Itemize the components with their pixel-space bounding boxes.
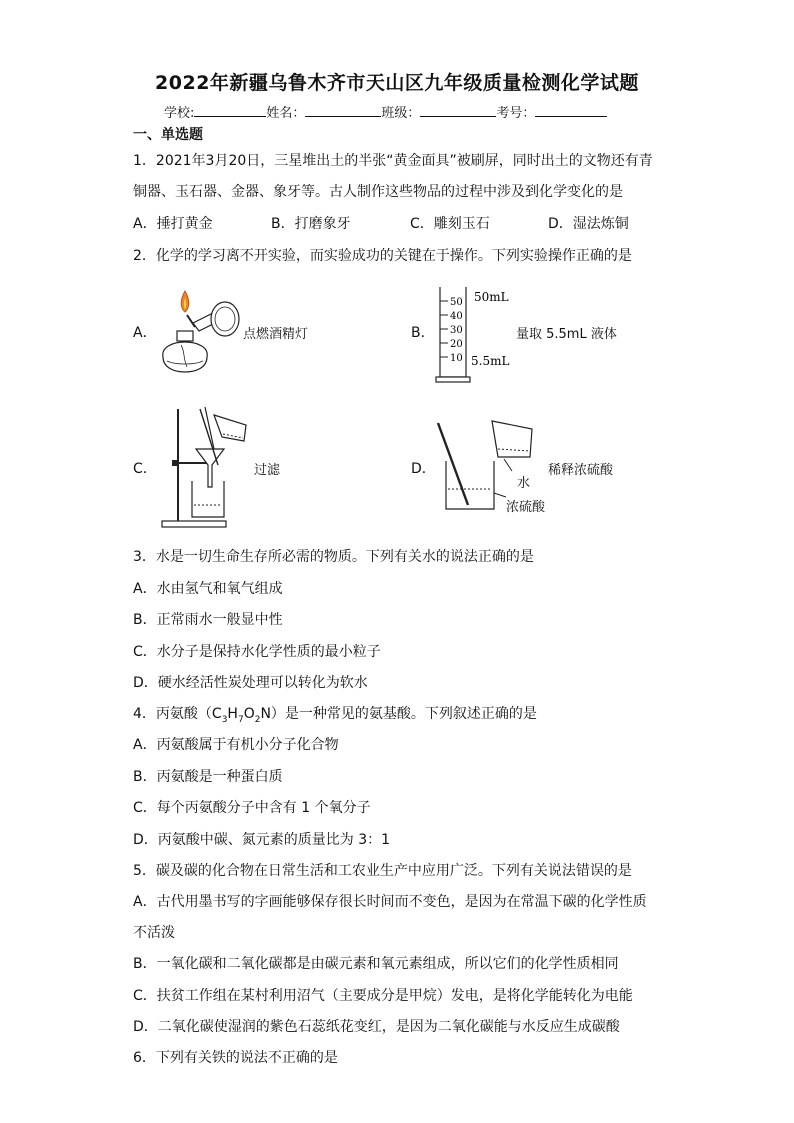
school-blank <box>194 104 266 117</box>
alcohol-lamp-figure <box>155 285 245 380</box>
student-info-row <box>164 102 607 121</box>
cylinder-tick-40: 40 <box>450 311 463 322</box>
q5-stem: 5．碳及碳的化合物在日常生活和工农业生产中应用广泛。下列有关说法错误的是 <box>133 863 632 879</box>
q1-stem-line1: 1．2021年3月20日，三星堆出土的半张“黄金面具”被刷屏，同时出土的文物还有青 <box>133 153 653 169</box>
q5-option-b: B．一氧化碳和二氧化碳都是由碳元素和氧元素组成，所以它们的化学性质相同 <box>133 956 619 972</box>
q1-option-c: C．雕刻玉石 <box>410 216 490 232</box>
q2-option-d-letter: D． <box>411 461 436 477</box>
school-label: 学校: <box>164 106 195 121</box>
q1-option-b: B．打磨象牙 <box>271 216 351 232</box>
q2-option-b-caption: 量取 5.5mL 液体 <box>516 327 617 342</box>
q1-stem-line2: 铜器、玉石器、金器、象牙等。古人制作这些物品的过程中涉及到化学变化的是 <box>133 184 623 200</box>
q3-option-d: D．硬水经活性炭处理可以转化为软水 <box>133 675 368 691</box>
cylinder-tick-20: 20 <box>450 339 463 350</box>
filtration-figure <box>160 405 260 530</box>
q4-formula-o: O <box>243 706 255 722</box>
exam-no-label: 考号： <box>496 106 536 121</box>
q5-option-c: C．扶贫工作组在某村利用沼气（主要成分是甲烷）发电，是将化学能转化为电能 <box>133 988 633 1004</box>
q3-option-a: A．水由氢气和氧气组成 <box>133 581 283 597</box>
q4-stem <box>133 703 537 725</box>
q2-option-c-letter: C． <box>133 461 157 477</box>
class-blank <box>420 104 496 117</box>
q4-option-b: B．丙氨酸是一种蛋白质 <box>133 769 283 785</box>
name-blank <box>305 104 381 117</box>
cylinder-top-label: 50mL <box>474 290 509 304</box>
q2-option-a-letter: A． <box>133 325 157 341</box>
q5-option-a-line1: A．古代用墨书写的字画能够保存很长时间而不变色，是因为在常温下碳的化学性质 <box>133 894 647 910</box>
q6-stem: 6．下列有关铁的说法不正确的是 <box>133 1050 338 1066</box>
q4-option-a: A．丙氨酸属于有机小分子化合物 <box>133 737 339 753</box>
q5-option-a-line2: 不活泼 <box>133 925 175 941</box>
q4-formula-o-count: 2 <box>254 714 261 725</box>
q4-option-c: C．每个丙氨酸分子中含有 1 个氧分子 <box>133 800 371 816</box>
q2-option-c-caption: 过滤 <box>254 463 281 478</box>
q3-option-b: B．正常雨水一般显中性 <box>133 612 283 628</box>
page-title: 2022年新疆乌鲁木齐市天山区九年级质量检测化学试题 <box>155 72 639 94</box>
section-heading: 一、单选题 <box>133 127 203 143</box>
q1-option-a: A．捶打黄金 <box>133 216 213 232</box>
q2-option-d-caption: 稀释浓硫酸 <box>548 463 614 478</box>
q2-option-d-water-label: 水 <box>517 476 531 491</box>
q4-formula-c-count: 3 <box>221 714 228 725</box>
q1-option-d: D．湿法炼铜 <box>548 216 629 232</box>
q3-option-c: C．水分子是保持水化学性质的最小粒子 <box>133 644 381 660</box>
q2-stem: 2．化学的学习离不开实验，而实验成功的关键在于操作。下列实验操作正确的是 <box>133 248 632 264</box>
graduated-cylinder-figure <box>434 285 514 385</box>
exam-no-blank <box>535 104 607 117</box>
q4-option-d: D．丙氨酸中碳、氮元素的质量比为 3：1 <box>133 832 391 848</box>
cylinder-bottom-label: 5.5mL <box>471 354 510 368</box>
name-label: 姓名： <box>266 106 306 121</box>
q4-stem-pre: 4．丙氨酸（C <box>133 706 222 722</box>
cylinder-tick-30: 30 <box>450 325 463 336</box>
q2-option-b-letter: B． <box>411 325 435 341</box>
q4-stem-post: N）是一种常见的氨基酸。下列叙述正确的是 <box>260 706 537 722</box>
cylinder-tick-50: 50 <box>450 297 463 308</box>
q5-option-d: D．二氧化碳使湿润的紫色石蕊纸花变红，是因为二氧化碳能与水反应生成碳酸 <box>133 1019 620 1035</box>
class-label: 班级： <box>381 106 421 121</box>
q2-option-a-caption: 点燃酒精灯 <box>243 327 309 342</box>
q4-formula-h: H <box>227 706 238 722</box>
q4-formula-h-count: 7 <box>237 714 244 725</box>
q3-stem: 3．水是一切生命生存所必需的物质。下列有关水的说法正确的是 <box>133 549 534 565</box>
cylinder-tick-10: 10 <box>450 353 463 364</box>
q2-option-d-acid-label: 浓硫酸 <box>506 500 546 515</box>
